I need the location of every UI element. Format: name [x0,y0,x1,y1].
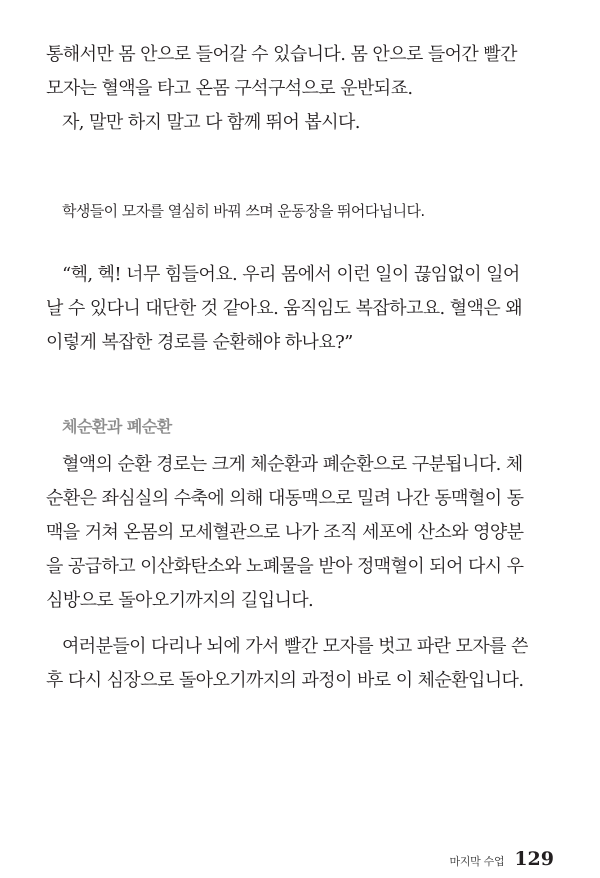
text-line: 을 공급하고 이산화탄소와 노폐물을 받아 정맥혈이 되어 다시 우 [46,556,524,577]
text-line: 심방으로 돌아오기까지의 길입니다. [46,590,314,611]
page-footer [450,848,555,870]
page-number: 129 [514,848,554,870]
text-line: 모자는 혈액을 타고 온몸 구석구석으로 운반되죠. [46,78,413,99]
stage-direction: 학생들이 모자를 열심히 바꿔 쓰며 운동장을 뛰어다닙니다. [62,202,425,220]
text-line: 통해서만 몸 안으로 들어갈 수 있습니다. 몸 안으로 들어간 빨간 [46,44,517,65]
text-line: 자, 말만 하지 말고 다 함께 뛰어 봅시다. [62,112,360,133]
section-heading: 체순환과 폐순환 [62,417,172,436]
paragraph-circulation [46,448,558,618]
text-line: 맥을 거쳐 온몸의 모세혈관으로 나가 조직 세포에 산소와 영양분 [46,522,524,543]
running-footer-title: 마지막 수업 [449,855,505,868]
paragraph-opening [46,38,558,140]
text-line: 후 다시 심장으로 돌아오기까지의 과정이 바로 이 체순환입니다. [46,670,524,691]
text-line: 순환은 좌심실의 수축에 의해 대동맥으로 밀려 나간 동맥혈이 동 [46,488,524,509]
quote-block [46,258,558,360]
quote-line: 이렇게 복잡한 경로를 순환해야 하나요?” [46,332,353,353]
section-heading-block [46,410,558,444]
paragraph-conclusion [46,630,558,698]
text-line: 여러분들이 다리나 뇌에 가서 빨간 모자를 벗고 파란 모자를 쓴 [62,636,528,657]
stage-direction-block [46,196,558,226]
quote-line: 날 수 있다니 대단한 것 같아요. 움직임도 복잡하고요. 혈액은 왜 [46,298,523,319]
quote-line: “헥, 헥! 너무 힘들어요. 우리 몸에서 이런 일이 끊임없이 일어 [62,264,520,285]
text-line: 혈액의 순환 경로는 크게 체순환과 폐순환으로 구분됩니다. 체 [62,454,523,475]
